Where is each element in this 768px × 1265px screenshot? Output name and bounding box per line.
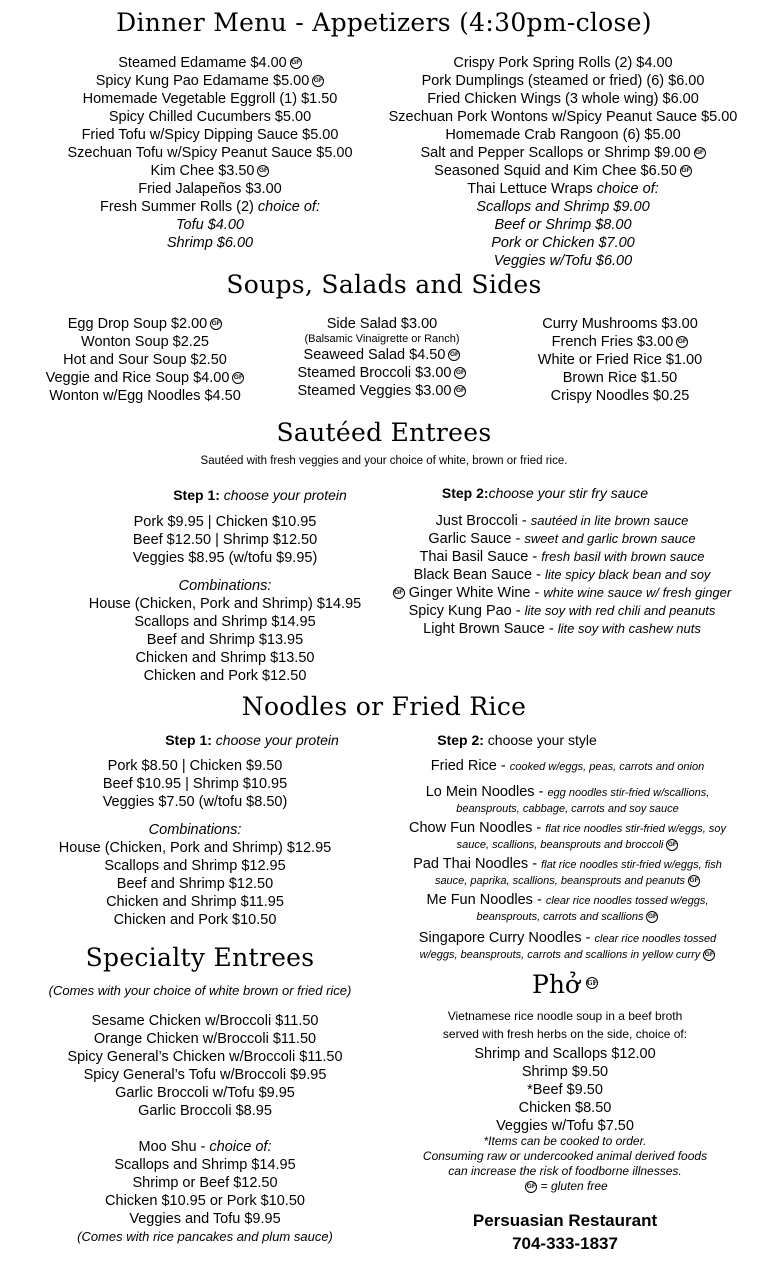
- noodle-style-line1: [370, 855, 765, 874]
- menu-item: [262, 382, 502, 400]
- sauce-item: [372, 530, 752, 548]
- noodle-style-desc: beansprouts, cabbage, carrots and soy sauce: [456, 803, 679, 815]
- noodle-style-name: Fried Rice -: [430, 758, 510, 774]
- menu-item: Scallops and Shrimp $12.95: [104, 858, 286, 874]
- menu-item-text: Veggie and Rice Soup $4.00: [45, 370, 230, 386]
- menu-item: Garlic Broccoli $8.95: [138, 1103, 272, 1119]
- sauce-item: [372, 566, 752, 584]
- soups-column-3: [505, 315, 735, 405]
- sauce-name: Light Brown Sauce -: [423, 621, 558, 637]
- menu-item: [378, 198, 748, 216]
- menu-item-text: Seaweed Salad $4.50: [303, 347, 446, 363]
- sauce-name: Just Broccoli -: [435, 513, 531, 529]
- moo-shu-items: [15, 1156, 395, 1228]
- menu-item: [505, 333, 735, 351]
- menu-item-text: Shrimp $6.00: [166, 235, 254, 251]
- sauce-description: white wine sauce w/ fresh ginger: [543, 585, 732, 600]
- sauteed-subtitle: Sautéed with fresh veggies and your choice of white, brown or fried rice.: [200, 455, 568, 467]
- sauteed-title: Sautéed Entrees: [276, 418, 492, 447]
- sauce-name: Black Bean Sauce -: [413, 567, 545, 583]
- noodle-style-item: [370, 891, 765, 924]
- menu-item: [262, 364, 502, 382]
- menu-item: [378, 144, 748, 162]
- sauce-description: lite soy with cashew nuts: [557, 621, 701, 636]
- menu-item: [40, 54, 380, 72]
- moo-shu-note: (Comes with rice pancakes and plum sauce): [77, 1229, 333, 1244]
- noodle-style-line2: [370, 802, 765, 816]
- noodles-step2-header: [357, 731, 677, 749]
- sauteed-combinations: [45, 595, 405, 685]
- menu-item-text: Pork or Chicken $7.00: [491, 235, 635, 251]
- menu-item: [40, 180, 380, 198]
- noodles-step1-text: choose your protein: [211, 732, 339, 748]
- restaurant-info: [400, 1209, 730, 1255]
- noodle-style-name: Lo Mein Noodles -: [425, 784, 548, 800]
- menu-item: Chicken and Pork $12.50: [143, 668, 307, 684]
- step2-text: choose your stir fry sauce: [488, 485, 649, 501]
- menu-item: House (Chicken, Pork and Shrimp) $12.95: [58, 840, 332, 856]
- gluten-free-icon: GF: [666, 839, 678, 851]
- gluten-free-icon: GF: [676, 336, 688, 348]
- noodles-combinations: [15, 839, 375, 929]
- soups-column-2: [262, 315, 502, 400]
- menu-item-text: Crispy Pork Spring Rolls (2) $4.00: [453, 55, 673, 71]
- noodle-style-name: Singapore Curry Noodles -: [418, 930, 595, 946]
- menu-item: [40, 90, 380, 108]
- menu-item: Beef and Shrimp $12.50: [116, 876, 274, 892]
- menu-item: [378, 162, 748, 180]
- pho-description: [400, 1007, 730, 1043]
- menu-item-text: Spicy Chilled Cucumbers $5.00: [108, 109, 312, 125]
- menu-item-choice: choice of:: [257, 199, 320, 215]
- cook-to-order-note: *Items can be cooked to order.: [483, 1134, 647, 1148]
- noodle-style-name: Chow Fun Noodles -: [409, 820, 546, 836]
- sauce-description: sweet and garlic brown sauce: [524, 531, 696, 546]
- gluten-free-icon: GF: [312, 75, 324, 87]
- appetizers-left-column: [40, 54, 380, 252]
- gluten-free-icon: GF: [525, 1181, 537, 1193]
- menu-item: [40, 216, 380, 234]
- menu-item: Scallops and Shrimp $14.95: [114, 1157, 296, 1173]
- gluten-free-icon: GF: [586, 979, 598, 987]
- gluten-free-icon: GF: [290, 57, 302, 69]
- sauce-item: [372, 620, 752, 638]
- sauteed-step2-header: [385, 484, 705, 502]
- noodle-style-line1: [370, 783, 765, 802]
- noodle-style-line2: [370, 948, 765, 962]
- noodle-style-item: [370, 855, 765, 888]
- sauce-item: [372, 512, 752, 530]
- menu-item-text: Steamed Broccoli $3.00: [297, 365, 452, 381]
- raw-food-warning-1: Consuming raw or undercooked animal derived foods: [422, 1149, 708, 1163]
- menu-item: Sesame Chicken w/Broccoli $11.50: [91, 1013, 319, 1029]
- menu-item: [378, 72, 748, 90]
- menu-item: [30, 351, 260, 369]
- menu-item: [40, 144, 380, 162]
- menu-item: Chicken and Shrimp $11.95: [106, 894, 284, 910]
- menu-item: [40, 198, 380, 216]
- menu-item: [505, 387, 735, 405]
- menu-item: Garlic Broccoli w/Tofu $9.95: [115, 1085, 295, 1101]
- menu-item-text: Scallops and Shrimp $9.00: [476, 199, 650, 215]
- noodle-style-line2: [370, 910, 765, 924]
- menu-item: [505, 351, 735, 369]
- gluten-free-icon: GF: [454, 385, 466, 397]
- moo-shu-header: [15, 1138, 395, 1156]
- noodle-style-desc: flat rice noodles stir-fried w/eggs, soy: [545, 823, 726, 835]
- menu-item-text: Beef or Shrimp $8.00: [494, 217, 632, 233]
- noodles-step2-label: Step 2:: [437, 732, 484, 748]
- gluten-free-icon: GF: [703, 949, 715, 961]
- menu-item: Beef and Shrimp $13.95: [146, 632, 304, 648]
- menu-item: [40, 72, 380, 90]
- menu-item-text: Crispy Noodles $0.25: [550, 388, 690, 404]
- noodles-step1-label: Step 1:: [165, 732, 212, 748]
- menu-item: Scallops and Shrimp $14.95: [134, 614, 316, 630]
- noodle-style-desc: egg noodles stir-fried w/scallions,: [547, 787, 710, 799]
- sauce-name: Spicy Kung Pao -: [408, 603, 525, 619]
- sauce-name: Garlic Sauce -: [428, 531, 525, 547]
- sauce-item: [372, 602, 752, 620]
- noodle-style-item: [370, 929, 765, 962]
- sauce-item: [372, 584, 752, 602]
- menu-item-text: Szechuan Pork Wontons w/Spicy Peanut Sauce $5.00: [388, 109, 738, 125]
- menu-item: [378, 126, 748, 144]
- menu-item: [378, 234, 748, 252]
- menu-item-text: Szechuan Tofu w/Spicy Peanut Sauce $5.00: [67, 145, 353, 161]
- gluten-free-icon: GF: [694, 147, 706, 159]
- menu-item: Chicken $8.50: [518, 1100, 612, 1116]
- menu-item: [30, 333, 260, 351]
- gluten-free-icon: GF: [646, 911, 658, 923]
- menu-item: [40, 126, 380, 144]
- menu-item: Pork $9.95 | Chicken $10.95: [133, 514, 317, 530]
- menu-item: [378, 90, 748, 108]
- menu-item: [378, 54, 748, 72]
- gf-legend: [385, 1179, 745, 1194]
- menu-item-text: Fried Tofu w/Spicy Dipping Sauce $5.00: [81, 127, 339, 143]
- menu-item: Veggies w/Tofu $7.50: [496, 1118, 634, 1134]
- menu-item: [40, 234, 380, 252]
- noodle-style-desc: clear rice noodles tossed w/eggs,: [545, 895, 709, 907]
- menu-item: [505, 369, 735, 387]
- noodle-style-line1: [370, 819, 765, 838]
- menu-item: Veggies $8.95 (w/tofu $9.95): [132, 550, 318, 566]
- noodle-style-item: [370, 819, 765, 852]
- menu-item-text: Wonton Soup $2.25: [81, 334, 209, 350]
- soups-title: Soups, Salads and Sides: [226, 270, 542, 299]
- menu-item: [30, 369, 260, 387]
- pho-items: [400, 1045, 730, 1135]
- menu-item: [30, 387, 260, 405]
- menu-item: Beef $10.95 | Shrimp $10.95: [102, 776, 288, 792]
- menu-item-text: Spicy Kung Pao Edamame $5.00: [95, 73, 310, 89]
- menu-item: [30, 315, 260, 333]
- sauce-description: lite spicy black bean and soy: [544, 567, 711, 582]
- noodle-style-line2: [370, 838, 765, 852]
- menu-item-text: Homemade Vegetable Eggroll (1) $1.50: [82, 91, 338, 107]
- gluten-free-icon: GF: [257, 165, 269, 177]
- menu-item: [40, 108, 380, 126]
- menu-item: Chicken and Shrimp $13.50: [135, 650, 315, 666]
- noodles-proteins: [35, 757, 355, 811]
- gluten-free-icon: GF: [448, 349, 460, 361]
- menu-item-text: Steamed Edamame $4.00: [118, 55, 287, 71]
- menu-item: House (Chicken, Pork and Shrimp) $14.95: [88, 596, 362, 612]
- sauteed-sauces: [372, 512, 752, 638]
- sauce-description: fresh basil with brown sauce: [541, 549, 705, 564]
- menu-item: Shrimp $9.50: [521, 1064, 609, 1080]
- noodle-style-item: [370, 757, 765, 776]
- gluten-free-icon: GF: [688, 875, 700, 887]
- specialty-title: Specialty Entrees: [85, 943, 315, 972]
- sauce-description: sautéed in lite brown sauce: [530, 513, 689, 528]
- noodles-combinations-label: Combinations:: [148, 822, 242, 838]
- pho-desc-line2: served with fresh herbs on the side, choice of:: [442, 1027, 688, 1041]
- noodle-style-desc: sauce, scallions, beansprouts and broccoli: [456, 839, 664, 851]
- gluten-free-icon: GF: [232, 372, 244, 384]
- noodle-style-name: Pad Thai Noodles -: [413, 856, 542, 872]
- step2-label: Step 2:: [441, 485, 489, 501]
- noodle-style-desc: w/eggs, beansprouts, carrots and scallions in yellow curry: [419, 949, 701, 961]
- menu-item: Chicken $10.95 or Pork $10.50: [105, 1193, 305, 1209]
- menu-item: Spicy General’s Tofu w/Broccoli $9.95: [83, 1067, 327, 1083]
- menu-item-text: Tofu $4.00: [176, 217, 244, 233]
- noodle-style-line1: [370, 929, 765, 948]
- noodle-style-desc: sauce, paprika, scallions, beansprouts and peanuts: [434, 875, 686, 887]
- pho-title-wrap: [400, 970, 730, 999]
- noodle-style-desc: flat rice noodles stir-fried w/eggs, fish: [541, 859, 722, 871]
- soups-column-1: [30, 315, 260, 405]
- moo-shu-label: Moo Shu -: [138, 1139, 210, 1155]
- gluten-free-icon: GF: [393, 587, 405, 599]
- menu-item: Veggies and Tofu $9.95: [129, 1211, 281, 1227]
- pho-notes: [385, 1134, 745, 1194]
- menu-item-text: Hot and Sour Soup $2.50: [63, 352, 227, 368]
- specialty-items: [15, 1012, 395, 1120]
- menu-item: [378, 180, 748, 198]
- menu-item: [262, 333, 502, 346]
- noodle-style-desc: beansprouts, carrots and scallions: [476, 911, 644, 923]
- noodle-style-line1: [370, 891, 765, 910]
- menu-item: Shrimp or Beef $12.50: [132, 1175, 278, 1191]
- gf-legend-text: = gluten free: [537, 1179, 608, 1193]
- noodle-style-desc: clear rice noodles tossed: [594, 933, 717, 945]
- step1-label: Step 1:: [173, 487, 220, 503]
- step1-text: choose your protein: [219, 487, 347, 503]
- restaurant-name: Persuasian Restaurant: [472, 1211, 658, 1230]
- sauteed-proteins: [65, 513, 385, 567]
- menu-item-text: Homemade Crab Rangoon (6) $5.00: [445, 127, 681, 143]
- appetizers-title: Dinner Menu - Appetizers (4:30pm-close): [116, 8, 652, 37]
- menu-item-text: Veggies w/Tofu $6.00: [493, 253, 633, 269]
- menu-item-text: French Fries $3.00: [551, 334, 674, 350]
- menu-item: [262, 346, 502, 364]
- menu-item: Beef $12.50 | Shrimp $12.50: [132, 532, 318, 548]
- menu-item: [378, 108, 748, 126]
- gluten-free-icon: GF: [454, 367, 466, 379]
- menu-item: Shrimp and Scallops $12.00: [474, 1046, 656, 1062]
- sauce-name: Ginger White Wine -: [408, 585, 544, 601]
- menu-item-text: Steamed Veggies $3.00: [297, 383, 452, 399]
- pho-desc-line1: Vietnamese rice noodle soup in a beef broth: [447, 1009, 683, 1023]
- gluten-free-icon: GF: [210, 318, 222, 330]
- menu-item-text: Side Salad $3.00: [326, 316, 438, 332]
- menu-item-text: Fried Jalapeños $3.00: [138, 181, 282, 197]
- sauce-name: Thai Basil Sauce -: [419, 549, 542, 565]
- menu-item: Spicy General’s Chicken w/Broccoli $11.50: [67, 1049, 343, 1065]
- menu-item-text: Salt and Pepper Scallops or Shrimp $9.00: [420, 145, 691, 161]
- menu-item-text: Pork Dumplings (steamed or fried) (6) $6.00: [421, 73, 705, 89]
- sauteed-combinations-label: Combinations:: [178, 578, 272, 594]
- noodle-style-line2: [370, 874, 765, 888]
- menu-item: [505, 315, 735, 333]
- pho-title: Phở: [532, 970, 580, 999]
- appetizers-right-column: [378, 54, 748, 270]
- noodle-style-name: Me Fun Noodles -: [426, 892, 546, 908]
- menu-item-text: Thai Lettuce Wraps: [467, 181, 597, 197]
- noodles-step2-text: choose your style: [483, 732, 597, 748]
- menu-item-text: Seasoned Squid and Kim Chee $6.50: [434, 163, 677, 179]
- menu-item: Veggies $7.50 (w/tofu $8.50): [102, 794, 288, 810]
- noodle-style-desc: cooked w/eggs, peas, carrots and onion: [509, 761, 705, 773]
- menu-item: [378, 252, 748, 270]
- menu-item-choice: choice of:: [596, 181, 659, 197]
- gluten-free-icon: GF: [680, 165, 692, 177]
- menu-item-text: (Balsamic Vinaigrette or Ranch): [304, 333, 460, 345]
- menu-item: Chicken and Pork $10.50: [113, 912, 277, 928]
- menu-item-text: Brown Rice $1.50: [562, 370, 678, 386]
- menu-item: [378, 216, 748, 234]
- noodle-style-item: [370, 783, 765, 816]
- menu-item: Pork $8.50 | Chicken $9.50: [107, 758, 283, 774]
- menu-item: *Beef $9.50: [527, 1082, 603, 1098]
- specialty-subtitle: (Comes with your choice of white brown or fried rice): [48, 983, 352, 998]
- moo-shu-choice: choice of:: [209, 1139, 272, 1155]
- menu-item-text: Egg Drop Soup $2.00: [67, 316, 208, 332]
- sauteed-step1-header: [100, 486, 420, 504]
- restaurant-phone: 704-333-1837: [512, 1234, 618, 1253]
- menu-item-text: Kim Chee $3.50: [150, 163, 255, 179]
- menu-item-text: Wonton w/Egg Noodles $4.50: [49, 388, 241, 404]
- noodle-style-line1: [370, 757, 765, 776]
- menu-item: [40, 162, 380, 180]
- sauce-item: [372, 548, 752, 566]
- menu-item-text: Fresh Summer Rolls (2): [100, 199, 258, 215]
- menu-item-text: Curry Mushrooms $3.00: [542, 316, 698, 332]
- raw-food-warning-2: can increase the risk of foodborne illnesses.: [448, 1164, 682, 1178]
- menu-item: Orange Chicken w/Broccoli $11.50: [93, 1031, 317, 1047]
- noodles-title: Noodles or Fried Rice: [241, 692, 527, 721]
- menu-item-text: White or Fried Rice $1.00: [537, 352, 703, 368]
- menu-item-text: Fried Chicken Wings (3 whole wing) $6.00: [427, 91, 699, 107]
- sauce-description: lite soy with red chili and peanuts: [524, 603, 716, 618]
- menu-item: [262, 315, 502, 333]
